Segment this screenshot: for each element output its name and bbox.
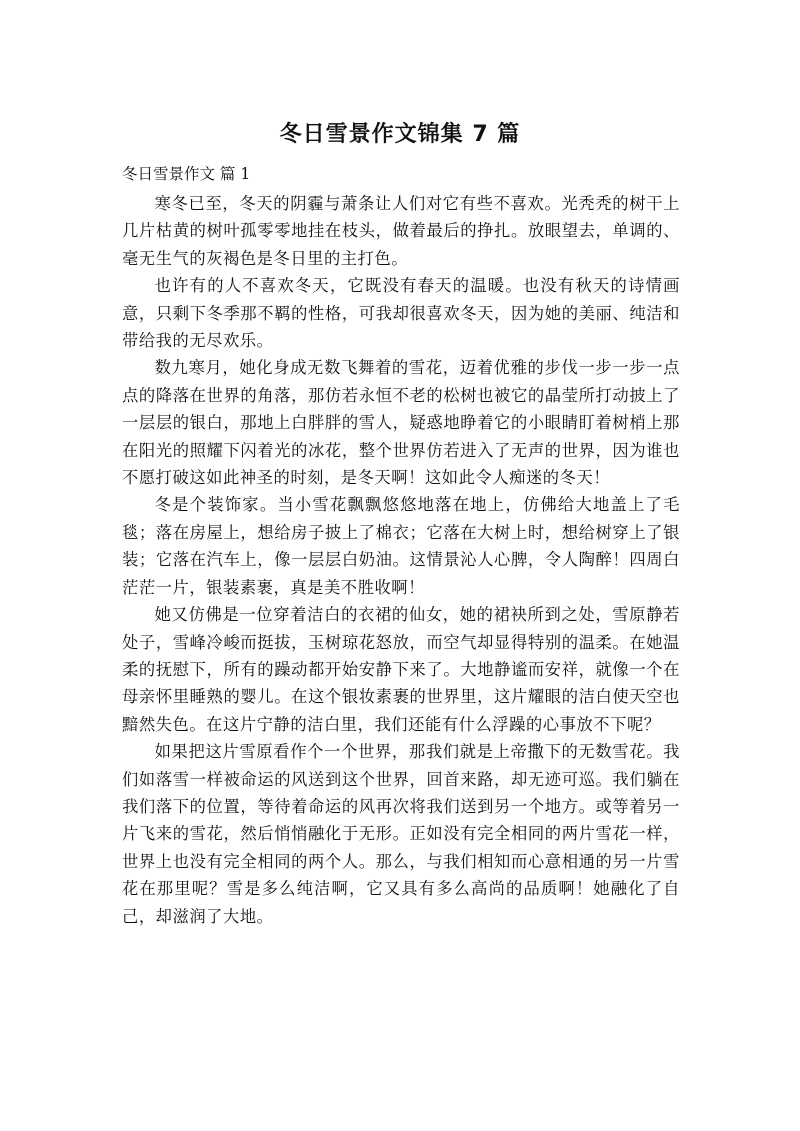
paragraph-2: 也许有的人不喜欢冬天，它既没有春天的温暖。也没有秋天的诗情画意，只剩下冬季那不羁的性格，可我却很喜欢冬天，因为她的美丽、纯洁和带给我的无尽欢乐。 <box>122 276 680 351</box>
essay-body <box>122 190 680 930</box>
document-title: 冬日雪景作文锦集 7 篇 <box>279 122 521 147</box>
paragraph-4: 冬是个装饰家。当小雪花飘飘悠悠地落在地上，仿佛给大地盖上了毛毯；落在房屋上，想给房子披上了棉衣；它落在大树上时，想给树穿上了银装；它落在汽车上，像一层层白奶油。这情景沁人心脾，令人陶醉！四周白茫茫一片，银装素裹，真是美不胜收啊！ <box>122 495 680 597</box>
paragraph-6: 如果把这片雪原看作个一个世界，那我们就是上帝撒下的无数雪花。我们如落雪一样被命运的风送到这个世界，回首来路，却无迹可巡。我们躺在我们落下的位置，等待着命运的风再次将我们送到另一个地方。或等着另一片飞来的雪花，然后悄悄融化于无形。正如没有完全相同的两片雪花一样，世界上也没有完全相同的两个人。那么，与我们相知而心意相通的另一片雪花在那里呢？雪是多么纯洁啊，它又具有多么高尚的品质啊！她融化了自己，却滋润了大地。 <box>122 742 680 926</box>
paragraph-1: 寒冬已至，冬天的阴霾与萧条让人们对它有些不喜欢。光秃秃的树干上几片枯黄的树叶孤零零地挂在枝头，做着最后的挣扎。放眼望去，单调的、毫无生气的灰褐色是冬日里的主打色。 <box>122 194 680 268</box>
paragraph-3: 数九寒月，她化身成无数飞舞着的雪花，迈着优雅的步伐一步一步一点点的降落在世界的角落，那仿若永恒不老的松树也被它的晶莹所打动披上了一层层的银白，那地上白胖胖的雪人，疑惑地睁着它的小眼睛盯着树梢上那在阳光的照耀下闪着光的冰花，整个世界仿若进入了无声的世界，因为谁也不愿打破这如此神圣的时刻，是冬天啊！这如此令人痴迷的冬天！ <box>122 358 680 488</box>
section-heading: 冬日雪景作文 篇 1 <box>122 165 251 183</box>
paragraph-5: 她又仿佛是一位穿着洁白的衣裙的仙女，她的裙袂所到之处，雪原静若处子，雪峰冷峻而挺拔，玉树琼花怒放，而空气却显得特别的温柔。在她温柔的抚慰下，所有的躁动都开始安静下来了。大地静谧而安祥，就像一个在母亲怀里睡熟的婴儿。在这个银妆素裹的世界里，这片耀眼的洁白使天空也黯然失色。在这片宁静的洁白里，我们还能有什么浮躁的心事放不下呢？ <box>122 605 680 734</box>
